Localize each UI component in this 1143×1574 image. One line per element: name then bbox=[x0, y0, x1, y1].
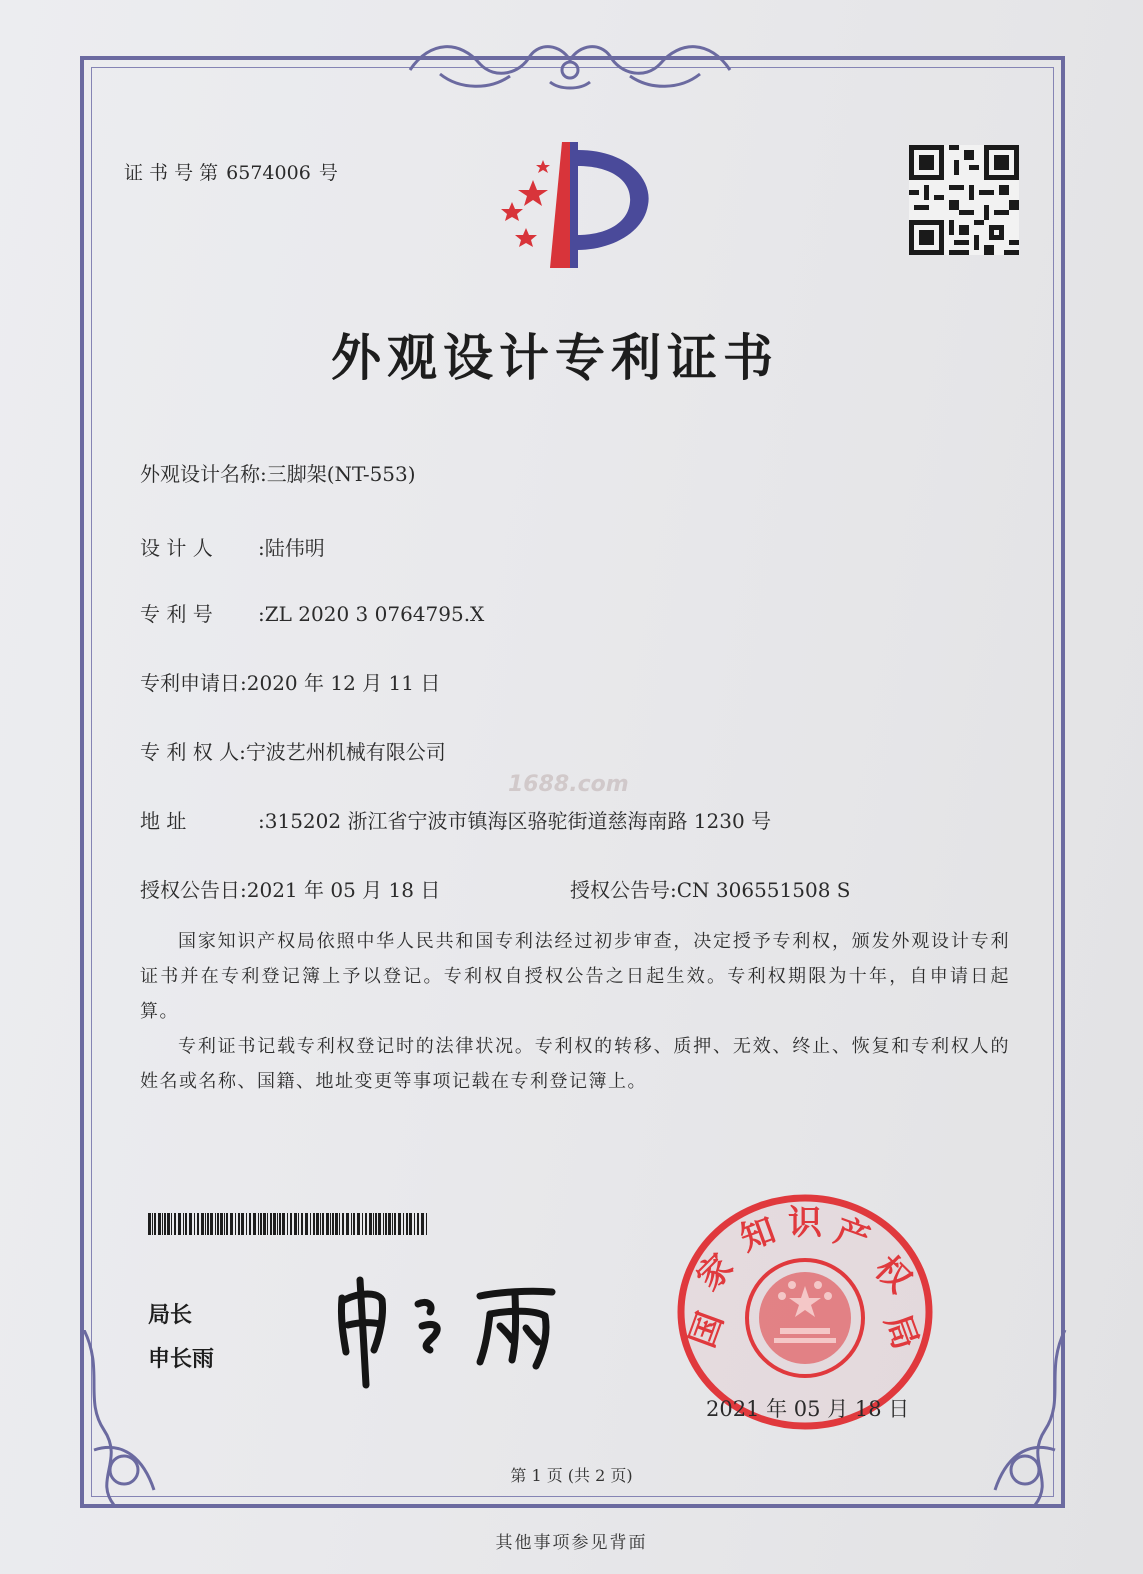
footer-note: 其他事项参见背面 bbox=[495, 1533, 648, 1553]
barcode-bar bbox=[171, 1213, 172, 1235]
barcode-bar bbox=[365, 1213, 367, 1235]
barcode-bar bbox=[398, 1213, 401, 1235]
barcode-bar bbox=[316, 1213, 319, 1235]
barcode-bar bbox=[230, 1213, 233, 1235]
certificate-number bbox=[124, 158, 338, 185]
top-ornament-icon bbox=[400, 30, 740, 96]
field-grant-date bbox=[140, 874, 440, 903]
barcode-bar bbox=[207, 1213, 209, 1235]
certificate-number-label: 证 书 号 第 bbox=[124, 162, 219, 184]
certificate-number-suffix: 号 bbox=[318, 162, 338, 184]
barcode-bar bbox=[246, 1213, 247, 1235]
address-label bbox=[140, 805, 258, 834]
barcode-bar bbox=[215, 1213, 216, 1235]
barcode-bar bbox=[322, 1213, 324, 1235]
barcode-bar bbox=[310, 1213, 311, 1235]
design-name-value: 三脚架(NT-553) bbox=[266, 462, 416, 486]
watermark-1688: 1688.com bbox=[508, 772, 629, 797]
body-paragraph-1: 国家知识产权局依照中华人民共和国专利法经过初步审查，决定授予专利权，颁发外观设计专利证书并在专利登记簿上予以登记。专利权自授权公告之日起生效。专利权期限为十年，自申请日起算。 bbox=[140, 931, 1010, 1022]
patent-number-label-char: 号 bbox=[192, 602, 213, 626]
barcode-bar bbox=[403, 1213, 404, 1235]
barcode-bar bbox=[279, 1213, 281, 1235]
barcode-bar bbox=[226, 1213, 228, 1235]
barcode-bar bbox=[178, 1213, 181, 1235]
barcode-bar bbox=[406, 1213, 408, 1235]
barcode-bar bbox=[282, 1213, 285, 1235]
barcode-bar bbox=[174, 1213, 176, 1235]
barcode-bar bbox=[158, 1213, 161, 1235]
patent-number-label bbox=[140, 598, 258, 627]
barcode-bar bbox=[301, 1213, 303, 1235]
svg-text:国: 国 bbox=[682, 1307, 732, 1353]
barcode-bar bbox=[224, 1213, 225, 1235]
grant-number-value: CN 306551508 S bbox=[676, 878, 851, 902]
svg-text:权: 权 bbox=[866, 1248, 919, 1301]
patent-number-colon: : bbox=[258, 602, 265, 626]
barcode-bar bbox=[414, 1213, 415, 1235]
barcode-bar bbox=[185, 1213, 187, 1235]
barcode-bar bbox=[241, 1213, 244, 1235]
barcode-bar bbox=[313, 1213, 315, 1235]
address-value: 315202 浙江省宁波市镇海区骆驼街道慈海南路 1230 号 bbox=[264, 809, 772, 833]
barcode-bar bbox=[154, 1213, 156, 1235]
certificate-number-value: 6574006 bbox=[226, 162, 311, 184]
barcode-bar bbox=[201, 1213, 204, 1235]
designer-value: 陆伟明 bbox=[264, 536, 325, 560]
barcode-bar bbox=[238, 1213, 240, 1235]
barcode-bar bbox=[290, 1213, 292, 1235]
svg-text:识: 识 bbox=[788, 1203, 822, 1243]
barcode-bar bbox=[287, 1213, 288, 1235]
body-paragraph-2: 专利证书记载专利权登记时的法律状况。专利权的转移、质押、无效、终止、恢复和专利权人的姓名或名称、国籍、地址变更等事项记载在专利登记簿上。 bbox=[140, 1036, 1010, 1092]
patent-number-label-char: 专 bbox=[140, 602, 160, 626]
barcode-bar bbox=[369, 1213, 372, 1235]
field-address bbox=[140, 805, 771, 834]
grant-number-label: 授权公告号: bbox=[570, 878, 677, 902]
patentee-value: 宁波艺州机械有限公司 bbox=[245, 740, 446, 764]
certificate-body-text bbox=[140, 924, 1010, 1099]
barcode-bar bbox=[392, 1213, 393, 1235]
barcode-bar bbox=[346, 1213, 349, 1235]
barcode-bar bbox=[388, 1213, 391, 1235]
field-filing-date bbox=[140, 667, 440, 696]
barcode-bar bbox=[210, 1213, 213, 1235]
barcode-bar bbox=[383, 1213, 384, 1235]
design-name-label: 外观设计名称: bbox=[140, 462, 267, 486]
grant-date-value: 2021 年 05 月 18 日 bbox=[246, 878, 441, 902]
barcode-bar bbox=[162, 1213, 163, 1235]
director-name: 申长雨 bbox=[148, 1347, 215, 1372]
filing-date-value: 2020 年 12 月 11 日 bbox=[246, 671, 441, 695]
page-indicator: 第 1 页 (共 2 页) bbox=[510, 1466, 633, 1485]
designer-label-char: 人 bbox=[192, 536, 213, 560]
barcode-bar bbox=[152, 1213, 153, 1235]
filing-date-label: 专利申请日: bbox=[140, 671, 247, 695]
barcode-icon bbox=[148, 1213, 430, 1235]
barcode-bar bbox=[417, 1213, 419, 1235]
grant-date-label: 授权公告日: bbox=[140, 878, 247, 902]
barcode-bar bbox=[326, 1213, 329, 1235]
barcode-bar bbox=[164, 1213, 166, 1235]
designer-label-char: 计 bbox=[166, 536, 187, 560]
barcode-bar bbox=[339, 1213, 340, 1235]
barcode-bar bbox=[277, 1213, 278, 1235]
barcode-bar bbox=[270, 1213, 272, 1235]
barcode-bar bbox=[362, 1213, 363, 1235]
barcode-bar bbox=[205, 1213, 206, 1235]
barcode-bar bbox=[335, 1213, 338, 1235]
barcode-bar bbox=[267, 1213, 268, 1235]
barcode-bar bbox=[298, 1213, 299, 1235]
director-signature-icon bbox=[330, 1270, 570, 1390]
address-label-char: 地 bbox=[140, 809, 160, 833]
barcode-bar bbox=[253, 1213, 256, 1235]
barcode-bar bbox=[220, 1213, 223, 1235]
certificate-title: 外观设计专利证书 bbox=[331, 328, 779, 387]
director-title: 局长 bbox=[148, 1303, 193, 1328]
address-colon: : bbox=[258, 809, 265, 833]
barcode-bar bbox=[273, 1213, 276, 1235]
barcode-bar bbox=[258, 1213, 259, 1235]
field-patent-number bbox=[140, 598, 484, 627]
svg-text:家: 家 bbox=[689, 1246, 742, 1299]
barcode-bar bbox=[426, 1213, 427, 1235]
barcode-bar bbox=[330, 1213, 331, 1235]
barcode-bar bbox=[235, 1213, 236, 1235]
svg-text:局: 局 bbox=[876, 1309, 926, 1355]
barcode-bar bbox=[217, 1213, 219, 1235]
barcode-bar bbox=[342, 1213, 344, 1235]
field-design-name bbox=[140, 458, 416, 487]
svg-text:知: 知 bbox=[735, 1210, 781, 1260]
barcode-bar bbox=[353, 1213, 355, 1235]
barcode-bar bbox=[373, 1213, 374, 1235]
barcode-bar bbox=[332, 1213, 334, 1235]
patent-number-value: ZL 2020 3 0764795.X bbox=[264, 602, 485, 626]
field-designer bbox=[140, 532, 325, 561]
cnipa-emblem-icon bbox=[478, 140, 658, 270]
patent-number-label-char: 利 bbox=[166, 602, 187, 626]
barcode-bar bbox=[421, 1213, 424, 1235]
seal-date: 2021 年 05 月 18 日 bbox=[706, 1397, 910, 1421]
barcode-bar bbox=[260, 1213, 262, 1235]
svg-text:产: 产 bbox=[829, 1210, 875, 1261]
barcode-bar bbox=[263, 1213, 266, 1235]
barcode-bar bbox=[409, 1213, 412, 1235]
address-label-char: 址 bbox=[166, 809, 187, 833]
barcode-bar bbox=[294, 1213, 297, 1235]
barcode-bar bbox=[197, 1213, 199, 1235]
barcode-bar bbox=[194, 1213, 195, 1235]
barcode-bar bbox=[357, 1213, 360, 1235]
barcode-bar bbox=[183, 1213, 184, 1235]
designer-label-char: 设 bbox=[140, 536, 160, 560]
barcode-bar bbox=[148, 1213, 151, 1235]
field-grant-number bbox=[570, 874, 851, 903]
barcode-bar bbox=[351, 1213, 352, 1235]
barcode-bar bbox=[375, 1213, 377, 1235]
barcode-bar bbox=[385, 1213, 387, 1235]
designer-label bbox=[140, 532, 258, 561]
barcode-bar bbox=[320, 1213, 321, 1235]
barcode-bar bbox=[378, 1213, 381, 1235]
designer-colon: : bbox=[258, 536, 265, 560]
barcode-bar bbox=[394, 1213, 396, 1235]
patentee-label: 专 利 权 人: bbox=[140, 740, 246, 764]
barcode-bar bbox=[189, 1213, 192, 1235]
barcode-bar bbox=[167, 1213, 170, 1235]
qr-code-icon bbox=[908, 145, 1020, 255]
field-patentee bbox=[140, 736, 446, 765]
barcode-bar bbox=[305, 1213, 308, 1235]
barcode-bar bbox=[249, 1213, 251, 1235]
